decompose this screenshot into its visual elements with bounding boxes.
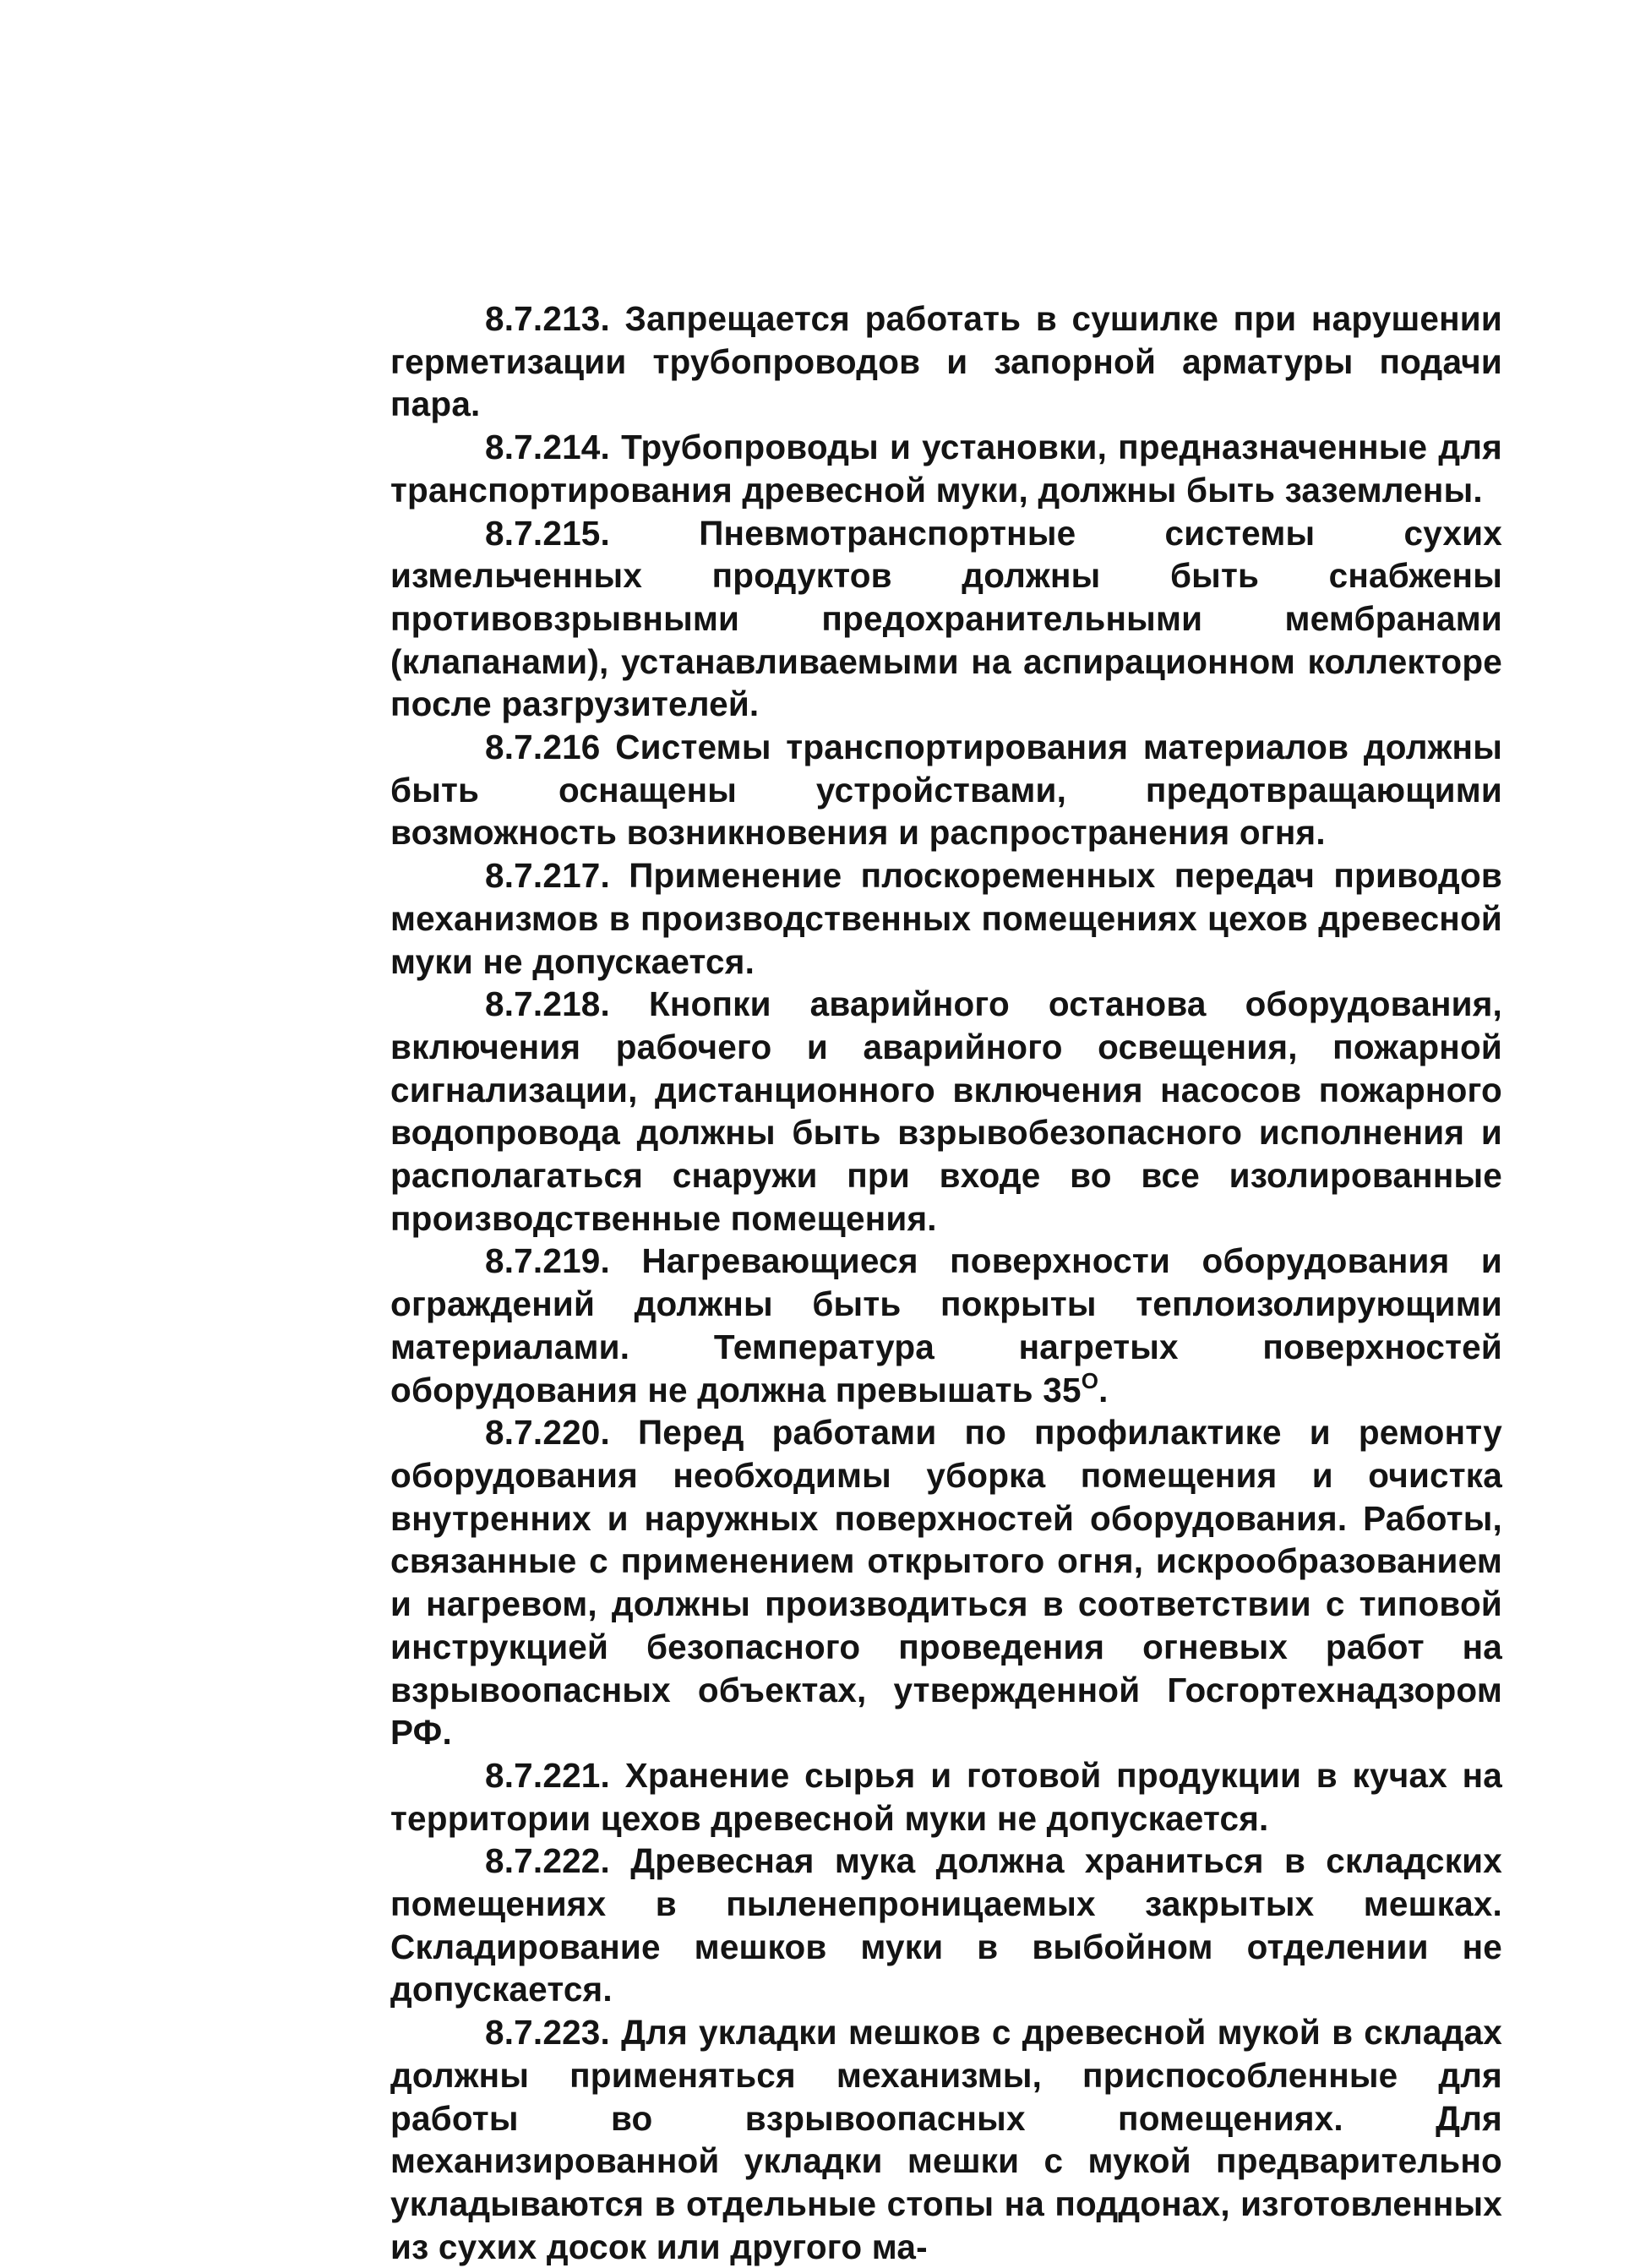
paragraph-8-7-213 xyxy=(390,297,1502,426)
paragraph-number: 8.7.216 xyxy=(485,728,601,767)
paragraph-text: Нагревающиеся поверхности оборудования и ограждений должны быть покрыты теплоизолирующими материалами. Температура нагретых поверхностей оборудования не должна превышать 35 xyxy=(390,1241,1503,1409)
paragraph-8-7-223 xyxy=(390,2011,1502,2268)
paragraph-text: Системы транспортирования материалов должны быть оснащены устройствами, предотвращающими возможность возникновения и распространения огня. xyxy=(390,728,1502,853)
paragraph-8-7-220 xyxy=(390,1411,1502,1754)
paragraph-number: 8.7.214. xyxy=(485,428,610,467)
paragraph-number: 8.7.223. xyxy=(485,2013,610,2053)
paragraph-text: Кнопки аварийного останова оборудования, включения рабочего и аварийного освещения, пожарной сигнализации, дистанционного включения насосов пожарного водопровода должны быть взрывобезопасного исполнения и располагаться снаружи при входе во все изолированные производственные помещения. xyxy=(390,984,1502,1238)
paragraph-tail: . xyxy=(1098,1370,1109,1409)
paragraph-text: Запрещается работать в сушилке при нарушении герметизации трубопроводов и запорной арматуры подачи пара. xyxy=(390,299,1502,424)
paragraph-number: 8.7.215. xyxy=(485,513,610,553)
paragraph-text: Древесная мука должна храниться в складских помещениях в пыленепроницаемых закрытых мешках. Складирование мешков муки в выбойном отделении не допускается. xyxy=(390,1841,1503,2009)
paragraph-text: Для укладки мешков с древесной мукой в складах должны применяться механизмы, приспособленные для работы во взрывоопасных помещениях. Для механизированной укладки мешки с мукой предварительно укладываются в отдельные стопы на поддонах, изготовленных из сухих досок или другого ма- xyxy=(390,2013,1502,2266)
paragraph-text: Хранение сырья и готовой продукции в кучах на территории цехов древесной муки не допускается. xyxy=(390,1755,1502,1838)
paragraph-8-7-222 xyxy=(390,1840,1502,2011)
paragraph-number: 8.7.213. xyxy=(485,299,610,338)
paragraph-number: 8.7.219. xyxy=(485,1241,610,1281)
document-body xyxy=(390,297,1502,2268)
paragraph-text: Перед работами по профилактике и ремонту оборудования необходимы уборка помещения и очистка внутренних и наружных поверхностей оборудования. Работы, связанные с применением открытого огня, искрообразованием и нагревом, должны производиться в соответствии с типовой инструкцией безопасного проведения огневых работ на взрывоопасных объектах, утвержденной Госгортехнадзором РФ. xyxy=(390,1413,1502,1753)
paragraph-number: 8.7.222. xyxy=(485,1841,610,1881)
paragraph-8-7-221 xyxy=(390,1754,1502,1840)
paragraph-8-7-214 xyxy=(390,426,1502,511)
paragraph-8-7-218 xyxy=(390,983,1502,1240)
paragraph-text: Трубопроводы и установки, предназначенные для транспортирования древесной муки, должны быть заземлены. xyxy=(390,428,1502,510)
paragraph-number: 8.7.220. xyxy=(485,1413,610,1453)
paragraph-8-7-219 xyxy=(390,1240,1502,1411)
paragraph-8-7-217 xyxy=(390,854,1502,983)
paragraph-8-7-215 xyxy=(390,512,1502,727)
paragraph-text: Применение плоскоременных передач приводов механизмов в производственных помещениях цехов древесной муки не допускается. xyxy=(390,856,1502,981)
degree-superscript: О xyxy=(1081,1367,1099,1393)
paragraph-8-7-216 xyxy=(390,726,1502,854)
paragraph-number: 8.7.221. xyxy=(485,1755,610,1795)
paragraph-number: 8.7.218. xyxy=(485,984,610,1024)
paragraph-text: Пневмотранспортные системы сухих измельченных продуктов должны быть снабжены противовзрывными предохранительными мембранами (клапанами), устанавливаемыми на аспирационном коллекторе после разгрузителей. xyxy=(390,513,1502,724)
paragraph-number: 8.7.217. xyxy=(485,856,610,896)
